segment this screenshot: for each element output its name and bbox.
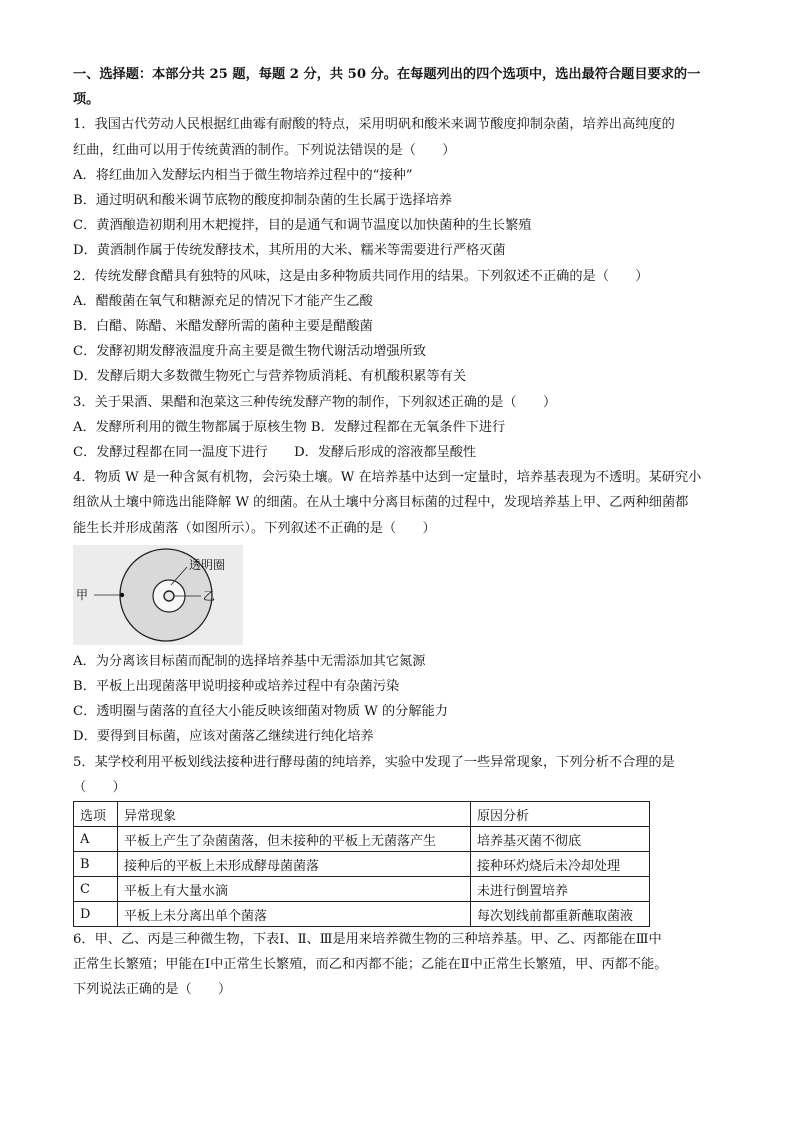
question-2	[73, 264, 733, 390]
question-1	[73, 112, 733, 263]
question-6	[73, 927, 733, 1003]
exam-page	[73, 62, 733, 1003]
question-stem: 能生长并形成菌落（如图所示）。下列叙述不正确的是（ ）	[73, 520, 436, 536]
question-stem: 组欲从土壤中筛选出能降解 W 的细菌。在从土壤中分离目标菌的过程中，发现培养基上甲、乙两种细菌都	[73, 495, 689, 511]
table-cell: 平板上未分离出单个菌落	[118, 902, 471, 927]
option-c: C．透明圈与菌落的直径大小能反映该细菌对物质 W 的分解能力	[73, 704, 448, 720]
table-cell: B	[74, 852, 118, 877]
yi-label: 乙	[203, 588, 216, 603]
table-cell: 未进行倒置培养	[471, 877, 650, 902]
question-4	[73, 465, 733, 749]
petri-dish-diagram	[73, 545, 243, 645]
question-stem: 1．我国古代劳动人民根据红曲霉有耐酸的特点，采用明矾和酸米来调节酸度抑制杂菌，培养出高纯度的	[73, 117, 675, 133]
table-row	[74, 877, 650, 902]
option-c: C．黄酒酿造初期利用木耙搅拌，目的是通气和调节温度以加快菌种的生长繁殖	[73, 218, 532, 234]
table-row	[74, 827, 650, 852]
section-heading-cont: 项。	[73, 92, 100, 108]
jia-label: 甲	[76, 587, 89, 602]
table-cell: 培养基灭菌不彻底	[471, 827, 650, 852]
option-b: B．通过明矾和酸米调节底物的酸度抑制杂菌的生长属于选择培养	[73, 193, 452, 209]
table-cell: D	[74, 902, 118, 927]
table-cell: C	[74, 877, 118, 902]
option-d: D．黄酒制作属于传统发酵技术，其所用的大米、糯米等需要进行严格灭菌	[73, 243, 506, 259]
table-cell: A	[74, 827, 118, 852]
colony-yi	[164, 591, 174, 601]
question-stem: 红曲，红曲可以用于传统黄酒的制作。下列说法错误的是（ ）	[73, 142, 456, 158]
table-header-row	[74, 802, 650, 827]
section-heading: 一、选择题：本部分共 25 题，每题 2 分，共 50 分。在每题列出的四个选项中，选出最符合题目要求的一	[73, 67, 701, 82]
question-5	[73, 750, 733, 927]
question-stem: 正常生长繁殖；甲能在Ⅰ中正常生长繁殖，而乙和丙都不能；乙能在Ⅱ中正常生长繁殖，甲、丙都不能。	[73, 957, 668, 973]
table-cell: 平板上有大量水滴	[118, 877, 471, 902]
option-d: D．要得到目标菌，应该对菌落乙继续进行纯化培养	[73, 729, 374, 745]
options-cd: C．发酵过程都在同一温度下进行 D．发酵后形成的溶液都呈酸性	[73, 445, 477, 461]
clear-zone-label: 透明圈	[189, 557, 226, 572]
anomaly-table	[73, 801, 650, 927]
table-cell: 接种环灼烧后未冷却处理	[471, 852, 650, 877]
option-c: C．发酵初期发酵液温度升高主要是微生物代谢活动增强所致	[73, 344, 426, 360]
question-stem: 3．关于果酒、果醋和泡菜这三种传统发酵产物的制作，下列叙述正确的是（ ）	[73, 394, 557, 410]
question-stem: （ ）	[73, 779, 126, 795]
option-b: B．白醋、陈醋、米醋发酵所需的菌种主要是醋酸菌	[73, 319, 373, 335]
question-stem: 6．甲、乙、丙是三种微生物，下表Ⅰ、Ⅱ、Ⅲ是用来培养微生物的三种培养基。甲、乙、丙都能在Ⅲ中	[73, 932, 662, 948]
question-stem: 下列说法正确的是（ ）	[73, 982, 232, 998]
table-header-cell: 选项	[74, 802, 118, 827]
table-row	[74, 902, 650, 927]
question-stem: 2．传统发酵食醋具有独特的风味，这是由多种物质共同作用的结果。下列叙述不正确的是（ ）	[73, 268, 649, 284]
colony-jia-dot	[120, 593, 124, 597]
option-d: D．发酵后期大多数微生物死亡与营养物质消耗、有机酸积累等有关	[73, 369, 467, 385]
option-a: A．醋酸菌在氧气和糖源充足的情况下才能产生乙酸	[73, 293, 373, 309]
question-stem: 4．物质 W 是一种含氮有机物，会污染土壤。W 在培养基中达到一定量时，培养基表现为不透明。某研究小	[73, 470, 702, 486]
table-cell: 平板上产生了杂菌菌落，但未接种的平板上无菌落产生	[118, 827, 471, 852]
option-b: B．平板上出现菌落甲说明接种或培养过程中有杂菌污染	[73, 679, 400, 695]
option-a: A．为分离该目标菌而配制的选择培养基中无需添加其它氮源	[73, 653, 426, 669]
question-stem: 5．某学校利用平板划线法接种进行酵母菌的纯培养，实验中发现了一些异常现象，下列分析不合理的是	[73, 754, 675, 770]
petri-dish-figure	[73, 545, 243, 645]
question-3	[73, 390, 733, 466]
option-a: A．将红曲加入发酵坛内相当于微生物培养过程中的“接种”	[73, 167, 413, 183]
table-row	[74, 852, 650, 877]
table-header-cell: 原因分析	[471, 802, 650, 827]
options-ab: A．发酵所利用的微生物都属于原核生物 B．发酵过程都在无氧条件下进行	[73, 419, 506, 435]
table-cell: 接种后的平板上未形成酵母菌菌落	[118, 852, 471, 877]
table-cell: 每次划线前都重新蘸取菌液	[471, 902, 650, 927]
table-header-cell: 异常现象	[118, 802, 471, 827]
